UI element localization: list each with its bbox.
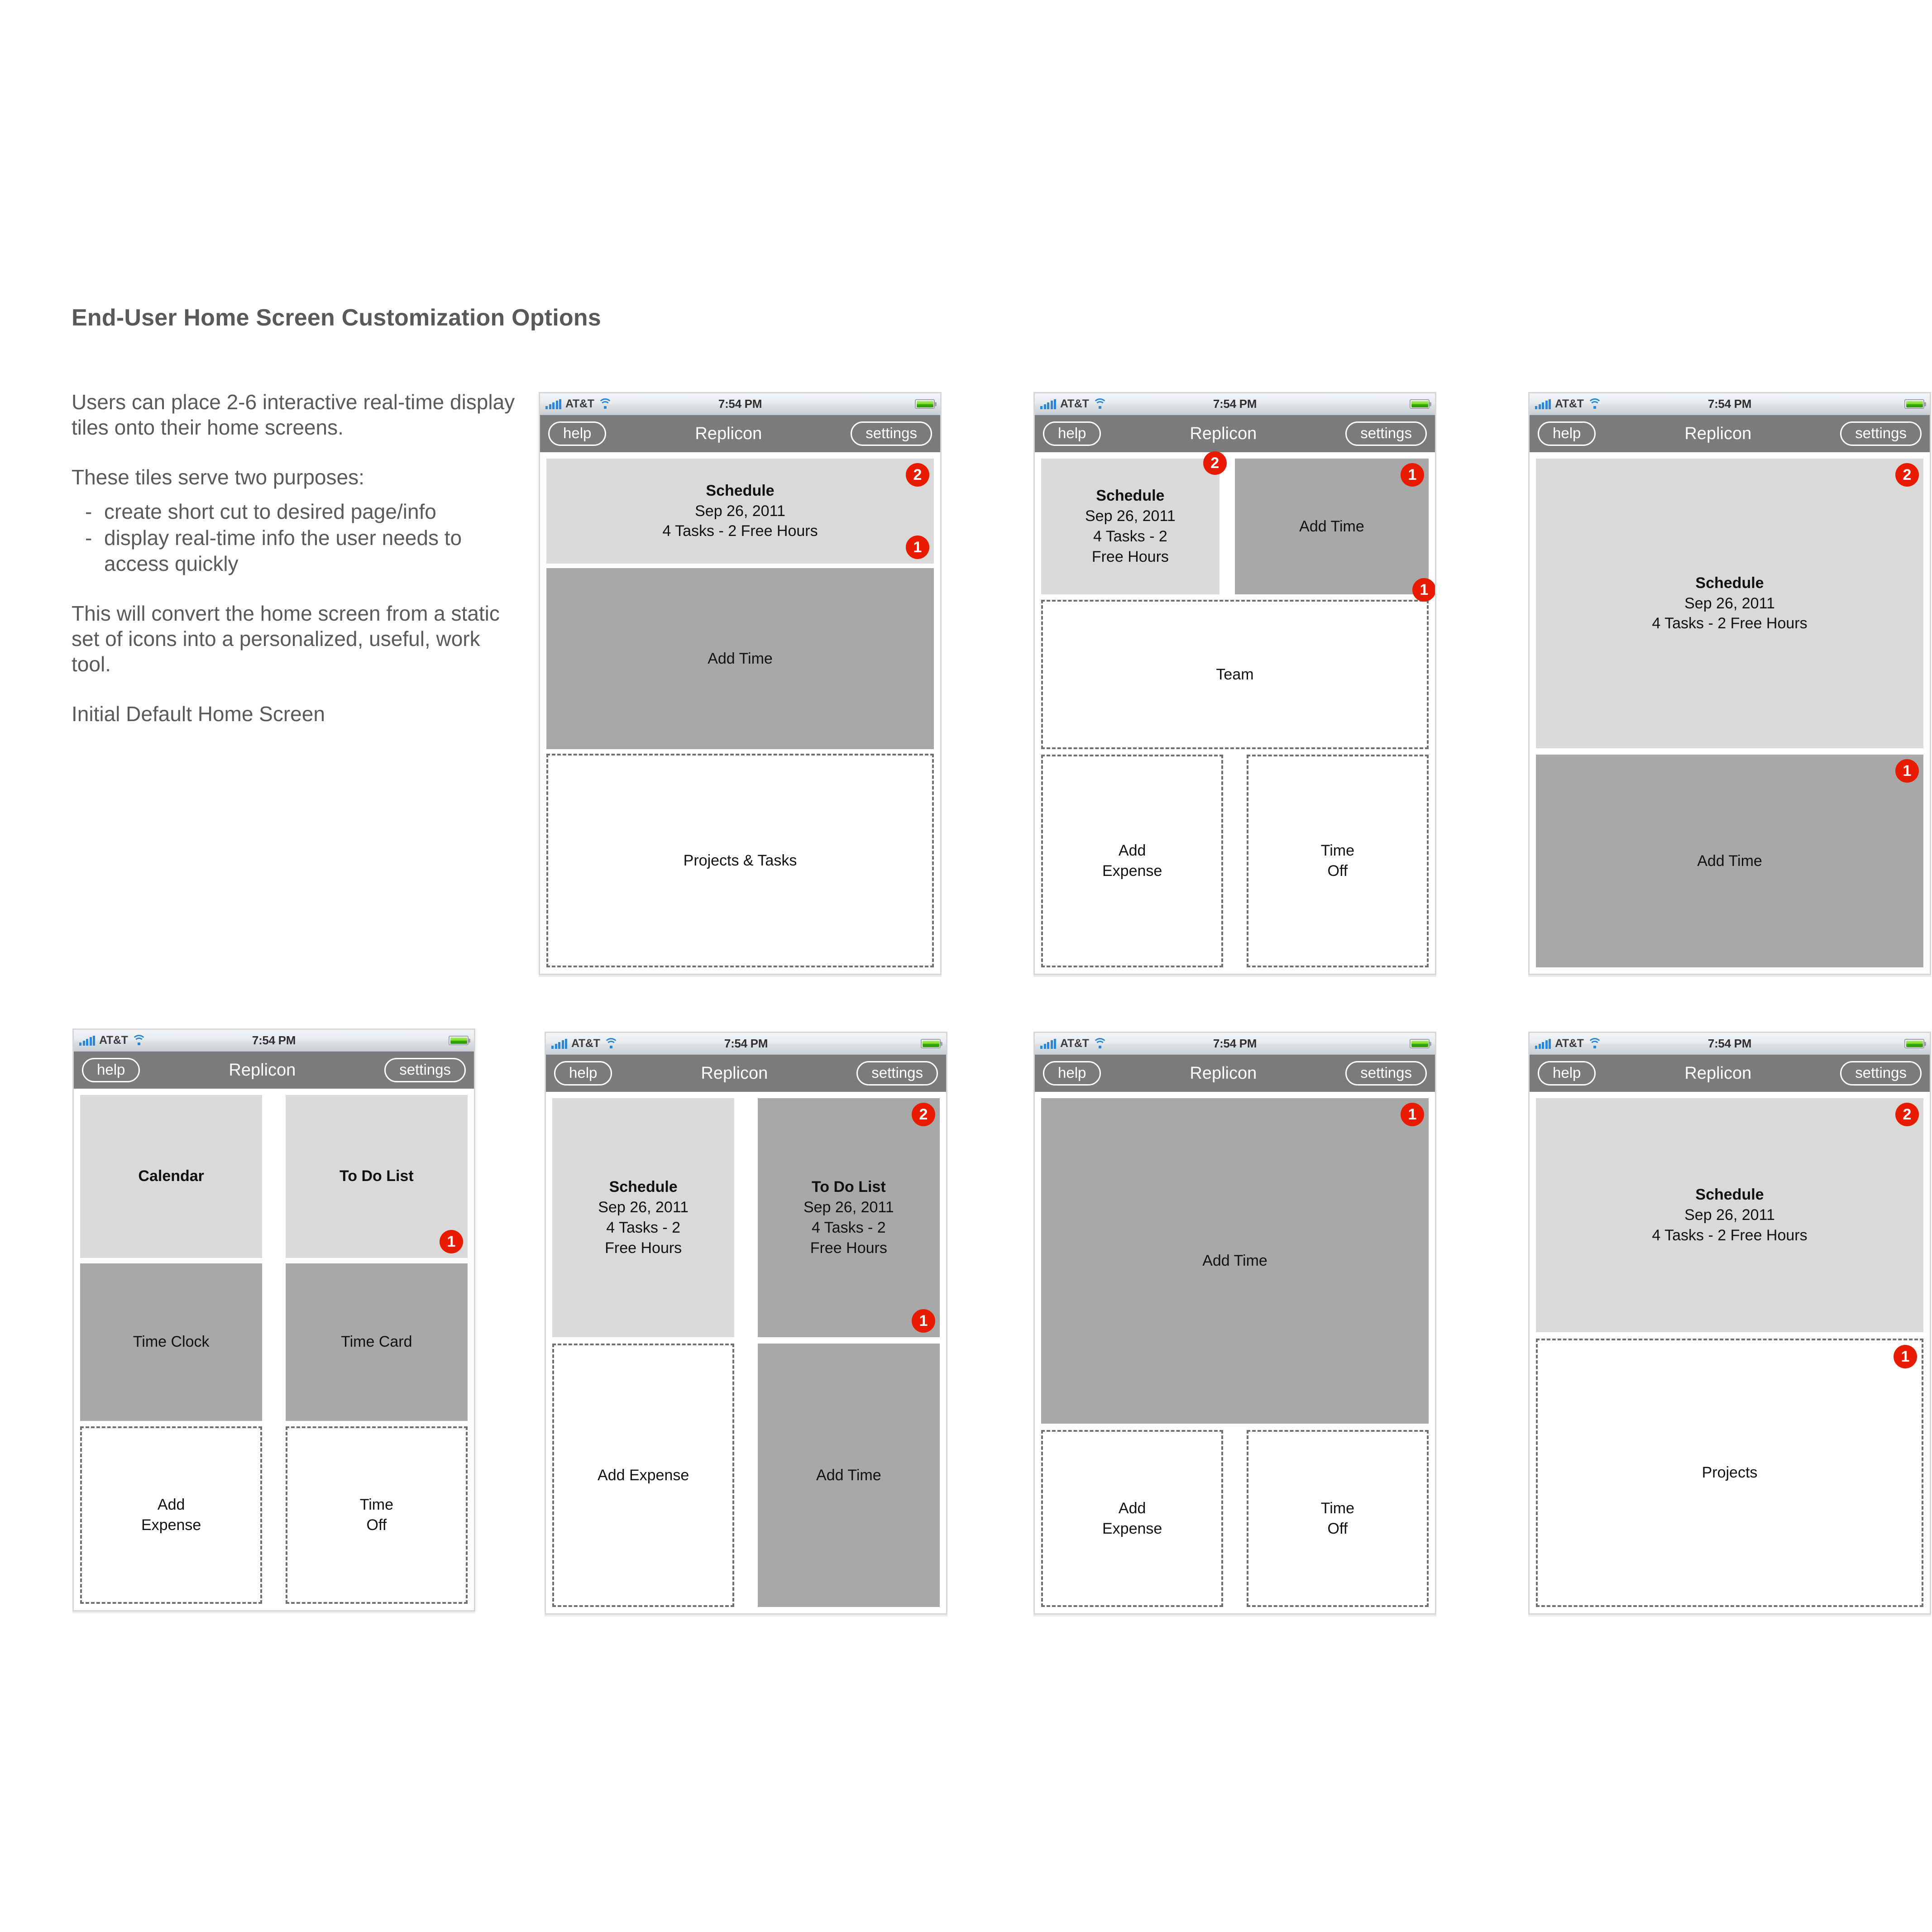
tile-label-line2: Expense	[1102, 1520, 1162, 1537]
tile-add-expense[interactable]	[80, 1426, 262, 1604]
default-home-screen-caption: Initial Default Home Screen	[72, 702, 325, 726]
status-time: 7:54 PM	[724, 1037, 768, 1050]
settings-button[interactable]: settings	[1840, 421, 1922, 446]
tile-label: Add Expense	[598, 1466, 689, 1484]
status-bar	[1035, 1033, 1435, 1055]
bullet-dash-icon: -	[85, 526, 92, 550]
tile-time-off[interactable]	[1247, 755, 1429, 967]
nav-bar	[1035, 1055, 1435, 1092]
nav-bar	[546, 1055, 946, 1092]
tile-schedule[interactable]	[1536, 1098, 1923, 1332]
status-time: 7:54 PM	[1707, 1037, 1752, 1050]
tile-to-do-list[interactable]	[286, 1095, 468, 1258]
list-item	[72, 525, 515, 576]
tile-stats-line1: 4 Tasks - 2	[1093, 528, 1167, 545]
purposes-list	[72, 499, 515, 576]
settings-button[interactable]: settings	[384, 1058, 466, 1082]
home-screen	[74, 1089, 474, 1610]
phone-mockup-2	[1033, 392, 1436, 975]
tile-title: Schedule	[609, 1178, 678, 1196]
help-button[interactable]: help	[82, 1058, 140, 1082]
tile-stats-line1: 4 Tasks - 2	[811, 1219, 886, 1237]
tile-label: Add Time	[1299, 517, 1364, 535]
status-badge: 1	[1401, 463, 1424, 487]
status-time: 7:54 PM	[252, 1033, 296, 1047]
tile-label-line1: Add	[1118, 1499, 1146, 1517]
tile-stats-line1: 4 Tasks - 2	[606, 1219, 681, 1237]
tile-label-line2: Off	[1327, 1520, 1348, 1537]
status-badge: 2	[1895, 1103, 1919, 1126]
status-bar	[540, 393, 940, 415]
phone-mockup-3	[1528, 392, 1931, 975]
tile-time-off[interactable]	[286, 1426, 468, 1604]
status-badge: 2	[912, 1103, 935, 1126]
status-badge: 2	[1895, 463, 1919, 487]
help-button[interactable]: help	[548, 421, 606, 446]
status-badge: 1	[1895, 759, 1919, 783]
app-brand-label: Replicon	[701, 1064, 768, 1083]
list-item	[72, 499, 515, 524]
status-badge: 2	[906, 463, 929, 487]
home-screen	[1035, 1092, 1435, 1613]
tile-calendar[interactable]	[80, 1095, 262, 1258]
tile-title: To Do List	[811, 1178, 886, 1196]
phone-mockup-5	[545, 1032, 947, 1615]
home-screen	[1530, 452, 1930, 974]
status-time: 7:54 PM	[718, 397, 762, 411]
tile-stats-line2: Free Hours	[1091, 548, 1169, 565]
tile-label-line2: Off	[1327, 862, 1348, 880]
tile-label: Projects & Tasks	[683, 851, 797, 869]
status-bar	[1530, 1033, 1930, 1055]
battery-icon	[921, 1039, 941, 1048]
tile-add-time[interactable]	[1235, 459, 1429, 598]
settings-button[interactable]: settings	[856, 1061, 938, 1086]
carrier-label: AT&T	[565, 397, 594, 410]
carrier-label: AT&T	[1555, 397, 1584, 410]
tile-label-line2: Off	[366, 1516, 387, 1534]
tile-add-expense[interactable]	[1041, 755, 1223, 967]
phone-mockup-6	[1033, 1032, 1436, 1615]
tile-stats: 4 Tasks - 2 Free Hours	[662, 522, 818, 540]
status-badge: 1	[1894, 1345, 1917, 1368]
intro-paragraph: Users can place 2-6 interactive real-time display tiles onto their home screens.	[72, 390, 515, 440]
tile-stats: 4 Tasks - 2 Free Hours	[1652, 1226, 1808, 1244]
nav-bar	[74, 1052, 474, 1089]
home-screen	[546, 1092, 946, 1613]
settings-button[interactable]: settings	[1345, 1061, 1427, 1086]
battery-icon	[1904, 1039, 1924, 1048]
carrier-label: AT&T	[1060, 1037, 1089, 1050]
battery-icon	[1410, 1039, 1430, 1048]
tile-title: Schedule	[1695, 1186, 1764, 1204]
tile-add-expense[interactable]	[552, 1344, 734, 1607]
tile-label: Projects	[1702, 1464, 1758, 1482]
tile-schedule[interactable]	[1536, 459, 1923, 748]
tile-date: Sep 26, 2011	[598, 1199, 689, 1216]
tile-label: Add Time	[816, 1466, 881, 1484]
tile-add-time[interactable]	[1536, 755, 1923, 967]
help-button[interactable]: help	[1538, 1061, 1596, 1086]
status-bar	[546, 1033, 946, 1055]
tile-label: To Do List	[339, 1167, 414, 1185]
bullet-text: display real-time info the user needs to access quickly	[104, 526, 462, 575]
nav-bar	[1035, 415, 1435, 452]
help-button[interactable]: help	[1043, 421, 1101, 446]
bullet-dash-icon: -	[85, 500, 92, 524]
tile-title: Schedule	[706, 482, 775, 499]
status-badge: 1	[912, 1309, 935, 1333]
status-time: 7:54 PM	[1213, 1037, 1257, 1050]
status-bar	[1035, 393, 1435, 415]
tile-label-line2: Expense	[141, 1516, 201, 1534]
status-bar	[1530, 393, 1930, 415]
tile-schedule[interactable]	[1041, 454, 1219, 594]
battery-icon	[1410, 399, 1430, 409]
tile-date: Sep 26, 2011	[803, 1199, 894, 1216]
tile-add-time[interactable]	[546, 568, 934, 749]
tile-label: Time Clock	[133, 1333, 210, 1351]
tile-schedule[interactable]	[552, 1098, 734, 1337]
battery-icon	[1904, 399, 1924, 409]
tile-time-off[interactable]	[1247, 1430, 1429, 1607]
carrier-label: AT&T	[571, 1037, 600, 1050]
tile-label: Time Card	[341, 1333, 412, 1351]
tile-date: Sep 26, 2011	[1684, 594, 1775, 612]
tile-label: Add Time	[1697, 852, 1762, 870]
carrier-label: AT&T	[1060, 397, 1089, 410]
tile-title: Schedule	[1096, 487, 1165, 505]
battery-icon	[915, 399, 935, 409]
tile-time-clock[interactable]	[80, 1263, 262, 1421]
settings-button[interactable]: settings	[1345, 421, 1427, 446]
nav-bar	[1530, 415, 1930, 452]
status-badge: 1	[1412, 578, 1436, 602]
status-bar	[74, 1030, 474, 1052]
tile-label-line2: Expense	[1102, 862, 1162, 880]
page-title: End-User Home Screen Customization Options	[72, 305, 601, 331]
home-screen	[540, 452, 940, 974]
tile-add-time[interactable]	[758, 1344, 940, 1607]
tile-date: Sep 26, 2011	[695, 502, 785, 520]
tile-label-line1: Add	[1118, 842, 1146, 860]
tile-label-line1: Add	[157, 1496, 185, 1514]
settings-button[interactable]: settings	[851, 421, 932, 446]
tile-projects-and-tasks[interactable]	[546, 754, 934, 967]
status-badge: 1	[440, 1230, 463, 1253]
battery-icon	[449, 1036, 469, 1045]
tile-schedule[interactable]	[546, 459, 934, 564]
tile-date: Sep 26, 2011	[1085, 507, 1176, 525]
tile-add-time[interactable]	[1041, 1098, 1429, 1424]
app-brand-label: Replicon	[1684, 1064, 1752, 1083]
phone-mockup-7	[1528, 1032, 1931, 1615]
tile-title: Schedule	[1695, 574, 1764, 592]
status-time: 7:54 PM	[1707, 397, 1752, 411]
tile-label: Add Time	[1202, 1252, 1267, 1270]
status-time: 7:54 PM	[1213, 397, 1257, 411]
purposes-lead-in: These tiles serve two purposes:	[72, 465, 364, 489]
home-screen	[1530, 1092, 1930, 1613]
tile-label: Add Time	[708, 650, 773, 667]
status-badge: 1	[1401, 1103, 1424, 1126]
app-brand-label: Replicon	[1190, 424, 1257, 443]
status-badge: 2	[1203, 451, 1227, 475]
tile-stats-line2: Free Hours	[810, 1239, 887, 1257]
tile-stats-line2: Free Hours	[605, 1239, 682, 1257]
app-brand-label: Replicon	[695, 424, 762, 443]
tile-add-expense[interactable]	[1041, 1430, 1223, 1607]
tile-to-do-list[interactable]	[758, 1098, 940, 1337]
tile-label-line1: Time	[359, 1496, 393, 1514]
tile-projects[interactable]	[1536, 1339, 1923, 1607]
tile-label-line1: Time	[1320, 842, 1354, 860]
app-brand-label: Replicon	[229, 1061, 296, 1080]
help-button[interactable]: help	[554, 1061, 612, 1086]
status-badge: 1	[906, 536, 929, 559]
carrier-label: AT&T	[1555, 1037, 1584, 1050]
tile-label: Team	[1216, 665, 1254, 683]
tile-label-line1: Time	[1320, 1499, 1354, 1517]
nav-bar	[540, 415, 940, 452]
home-screen	[1035, 452, 1435, 974]
phone-mockup-1	[539, 392, 942, 975]
settings-button[interactable]: settings	[1840, 1061, 1922, 1086]
phone-mockup-4-default	[72, 1028, 475, 1612]
help-button[interactable]: help	[1043, 1061, 1101, 1086]
app-brand-label: Replicon	[1190, 1064, 1257, 1083]
help-button[interactable]: help	[1538, 421, 1596, 446]
tile-team[interactable]	[1041, 600, 1429, 749]
tile-time-card[interactable]	[286, 1263, 468, 1421]
nav-bar	[1530, 1055, 1930, 1092]
bullet-text: create short cut to desired page/info	[104, 500, 436, 524]
tile-label: Calendar	[138, 1167, 204, 1185]
conversion-paragraph: This will convert the home screen from a static set of icons into a personalized, useful, work tool.	[72, 601, 500, 676]
carrier-label: AT&T	[99, 1034, 128, 1047]
app-brand-label: Replicon	[1684, 424, 1752, 443]
tile-stats: 4 Tasks - 2 Free Hours	[1652, 615, 1808, 632]
description-column	[72, 389, 515, 727]
tile-date: Sep 26, 2011	[1684, 1206, 1775, 1224]
